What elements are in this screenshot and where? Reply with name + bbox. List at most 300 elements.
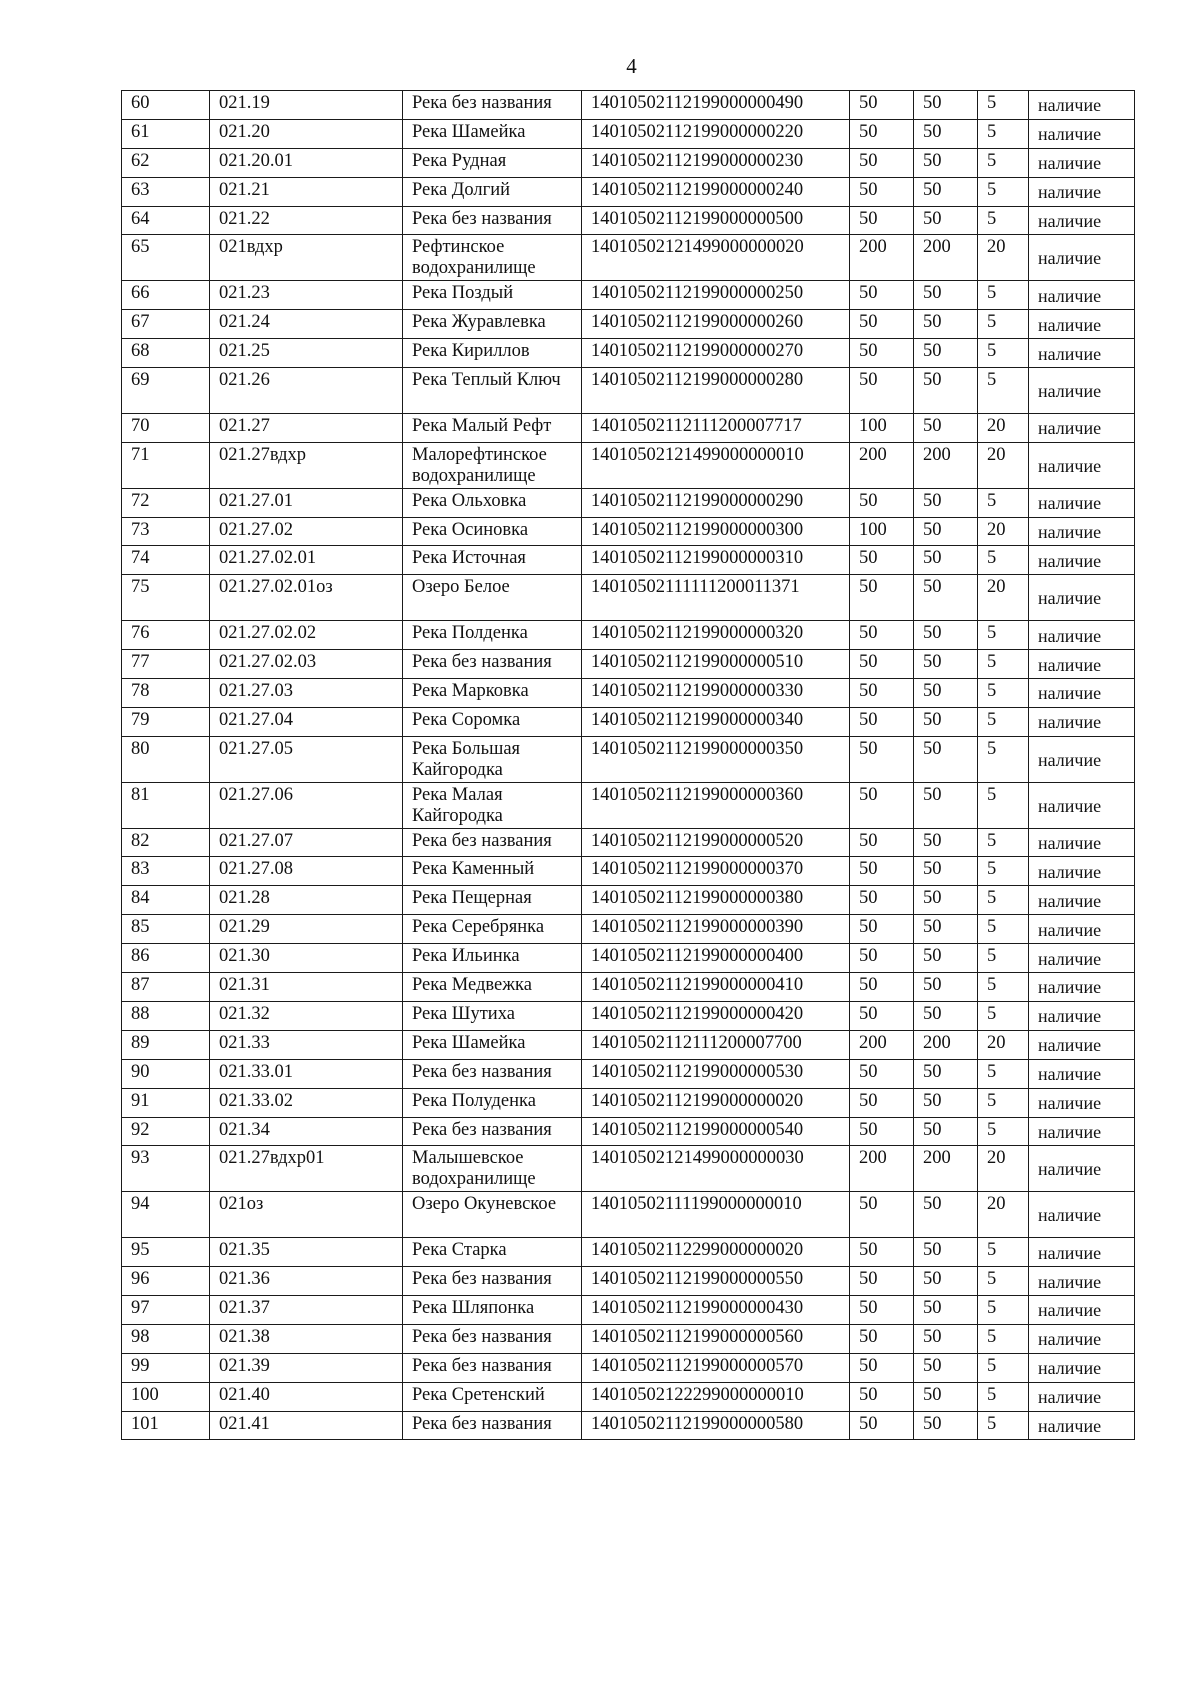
row-number-cell: 72: [122, 488, 210, 517]
name-cell: Река Источная: [403, 546, 582, 575]
strip-cell: 20: [978, 517, 1029, 546]
name-cell: Река Марковка: [403, 679, 582, 708]
status-cell: наличие: [1029, 1267, 1135, 1296]
coastal-strip-cell: 50: [914, 973, 978, 1002]
code-cell: 021.22: [210, 206, 403, 235]
table-row: [122, 1059, 1135, 1088]
coastal-strip-cell: 50: [914, 177, 978, 206]
width-cell: 50: [850, 1192, 914, 1238]
name-cell: Река Теплый Ключ: [403, 368, 582, 414]
width-cell: 50: [850, 782, 914, 828]
row-number-cell: 100: [122, 1382, 210, 1411]
strip-cell: 5: [978, 782, 1029, 828]
registry-number-cell: 14010502112199000000250: [582, 281, 850, 310]
coastal-strip-cell: 50: [914, 575, 978, 621]
table-row: [122, 886, 1135, 915]
row-number-cell: 68: [122, 339, 210, 368]
row-number-cell: 61: [122, 119, 210, 148]
width-cell: 50: [850, 736, 914, 782]
code-cell: 021.33.01: [210, 1059, 403, 1088]
coastal-strip-cell: 50: [914, 944, 978, 973]
water-bodies-table: [121, 90, 1135, 1440]
strip-cell: 5: [978, 310, 1029, 339]
registry-number-cell: 14010502112199000000240: [582, 177, 850, 206]
row-number-cell: 93: [122, 1146, 210, 1192]
row-number-cell: 89: [122, 1030, 210, 1059]
registry-number-cell: 14010502121499000000020: [582, 235, 850, 281]
table-row: [122, 1382, 1135, 1411]
code-cell: 021.27.01: [210, 488, 403, 517]
name-cell: Озеро Белое: [403, 575, 582, 621]
name-cell: Река Полденка: [403, 621, 582, 650]
registry-number-cell: 14010502112199000000300: [582, 517, 850, 546]
row-number-cell: 64: [122, 206, 210, 235]
strip-cell: 5: [978, 1353, 1029, 1382]
strip-cell: 5: [978, 488, 1029, 517]
width-cell: 50: [850, 1324, 914, 1353]
coastal-strip-cell: 50: [914, 857, 978, 886]
coastal-strip-cell: 50: [914, 281, 978, 310]
row-number-cell: 85: [122, 915, 210, 944]
strip-cell: 5: [978, 1001, 1029, 1030]
code-cell: 021.40: [210, 1382, 403, 1411]
status-cell: наличие: [1029, 828, 1135, 857]
row-number-cell: 69: [122, 368, 210, 414]
registry-number-cell: 14010502112199000000510: [582, 650, 850, 679]
name-cell: Река Медвежка: [403, 973, 582, 1002]
table-row: [122, 1324, 1135, 1353]
row-number-cell: 90: [122, 1059, 210, 1088]
width-cell: 50: [850, 1295, 914, 1324]
coastal-strip-cell: 50: [914, 650, 978, 679]
width-cell: 50: [850, 119, 914, 148]
code-cell: 021.23: [210, 281, 403, 310]
name-cell: Река Каменный: [403, 857, 582, 886]
registry-number-cell: 14010502112199000000340: [582, 707, 850, 736]
row-number-cell: 91: [122, 1088, 210, 1117]
row-number-cell: 63: [122, 177, 210, 206]
coastal-strip-cell: 50: [914, 1088, 978, 1117]
registry-number-cell: 14010502112111200007717: [582, 413, 850, 442]
code-cell: 021.38: [210, 1324, 403, 1353]
coastal-strip-cell: 50: [914, 1059, 978, 1088]
status-cell: наличие: [1029, 177, 1135, 206]
code-cell: 021вдхр: [210, 235, 403, 281]
coastal-strip-cell: 50: [914, 707, 978, 736]
registry-number-cell: 14010502112199000000500: [582, 206, 850, 235]
width-cell: 50: [850, 1382, 914, 1411]
width-cell: 50: [850, 707, 914, 736]
name-cell: Река без названия: [403, 1059, 582, 1088]
row-number-cell: 82: [122, 828, 210, 857]
code-cell: 021.28: [210, 886, 403, 915]
coastal-strip-cell: 50: [914, 488, 978, 517]
status-cell: наличие: [1029, 235, 1135, 281]
registry-number-cell: 14010502112199000000220: [582, 119, 850, 148]
row-number-cell: 75: [122, 575, 210, 621]
code-cell: 021.39: [210, 1353, 403, 1382]
row-number-cell: 101: [122, 1411, 210, 1440]
width-cell: 100: [850, 517, 914, 546]
row-number-cell: 60: [122, 91, 210, 120]
registry-number-cell: 14010502112199000000540: [582, 1117, 850, 1146]
width-cell: 50: [850, 1411, 914, 1440]
row-number-cell: 96: [122, 1267, 210, 1296]
width-cell: 50: [850, 857, 914, 886]
name-cell: Река Полуденка: [403, 1088, 582, 1117]
code-cell: 021.27: [210, 413, 403, 442]
status-cell: наличие: [1029, 413, 1135, 442]
name-cell: Река Кириллов: [403, 339, 582, 368]
width-cell: 50: [850, 1353, 914, 1382]
coastal-strip-cell: 50: [914, 91, 978, 120]
registry-number-cell: 14010502112199000000360: [582, 782, 850, 828]
row-number-cell: 97: [122, 1295, 210, 1324]
width-cell: 50: [850, 488, 914, 517]
name-cell: Река Серебрянка: [403, 915, 582, 944]
registry-number-cell: 14010502112199000000530: [582, 1059, 850, 1088]
strip-cell: 5: [978, 119, 1029, 148]
status-cell: наличие: [1029, 1146, 1135, 1192]
code-cell: 021.27вдхр01: [210, 1146, 403, 1192]
registry-number-cell: 14010502111111200011371: [582, 575, 850, 621]
coastal-strip-cell: 50: [914, 828, 978, 857]
code-cell: 021.27.02.01: [210, 546, 403, 575]
table-row: [122, 1117, 1135, 1146]
coastal-strip-cell: 50: [914, 310, 978, 339]
name-cell: Рефтинское водохранилище: [403, 235, 582, 281]
status-cell: наличие: [1029, 621, 1135, 650]
strip-cell: 5: [978, 1411, 1029, 1440]
table-row: [122, 973, 1135, 1002]
strip-cell: 5: [978, 368, 1029, 414]
status-cell: наличие: [1029, 973, 1135, 1002]
table-row: [122, 679, 1135, 708]
table-row: [122, 1295, 1135, 1324]
width-cell: 50: [850, 1238, 914, 1267]
table-row: [122, 206, 1135, 235]
strip-cell: 5: [978, 915, 1029, 944]
name-cell: Малорефтинское водохранилище: [403, 442, 582, 488]
registry-number-cell: 14010502112199000000270: [582, 339, 850, 368]
name-cell: Река Пещерная: [403, 886, 582, 915]
width-cell: 50: [850, 828, 914, 857]
code-cell: 021.27вдхр: [210, 442, 403, 488]
registry-number-cell: 14010502112199000000430: [582, 1295, 850, 1324]
coastal-strip-cell: 50: [914, 1238, 978, 1267]
registry-number-cell: 14010502112199000000410: [582, 973, 850, 1002]
name-cell: Река Поздый: [403, 281, 582, 310]
registry-number-cell: 14010502112199000000230: [582, 148, 850, 177]
strip-cell: 5: [978, 1117, 1029, 1146]
strip-cell: 5: [978, 206, 1029, 235]
name-cell: Река Долгий: [403, 177, 582, 206]
code-cell: 021.27.03: [210, 679, 403, 708]
name-cell: Река Большая Кайгородка: [403, 736, 582, 782]
table-row: [122, 1030, 1135, 1059]
registry-number-cell: 14010502121499000000010: [582, 442, 850, 488]
status-cell: наличие: [1029, 650, 1135, 679]
registry-number-cell: 14010502112199000000570: [582, 1353, 850, 1382]
table-row: [122, 736, 1135, 782]
status-cell: наличие: [1029, 1295, 1135, 1324]
table-row: [122, 707, 1135, 736]
registry-number-cell: 14010502112199000000420: [582, 1001, 850, 1030]
code-cell: 021.32: [210, 1001, 403, 1030]
status-cell: наличие: [1029, 915, 1135, 944]
width-cell: 50: [850, 679, 914, 708]
width-cell: 100: [850, 413, 914, 442]
strip-cell: 5: [978, 1088, 1029, 1117]
strip-cell: 20: [978, 235, 1029, 281]
name-cell: Река Старка: [403, 1238, 582, 1267]
coastal-strip-cell: 50: [914, 1411, 978, 1440]
table-row: [122, 915, 1135, 944]
status-cell: наличие: [1029, 91, 1135, 120]
code-cell: 021.25: [210, 339, 403, 368]
strip-cell: 5: [978, 857, 1029, 886]
status-cell: наличие: [1029, 1411, 1135, 1440]
table-row: [122, 517, 1135, 546]
width-cell: 200: [850, 235, 914, 281]
coastal-strip-cell: 50: [914, 1382, 978, 1411]
code-cell: 021.37: [210, 1295, 403, 1324]
coastal-strip-cell: 50: [914, 886, 978, 915]
code-cell: 021.34: [210, 1117, 403, 1146]
code-cell: 021.27.02: [210, 517, 403, 546]
table-row: [122, 235, 1135, 281]
width-cell: 50: [850, 368, 914, 414]
table-row: [122, 650, 1135, 679]
status-cell: наличие: [1029, 310, 1135, 339]
width-cell: 50: [850, 621, 914, 650]
code-cell: 021.20.01: [210, 148, 403, 177]
width-cell: 50: [850, 1001, 914, 1030]
coastal-strip-cell: 50: [914, 736, 978, 782]
status-cell: наличие: [1029, 857, 1135, 886]
width-cell: 50: [850, 1059, 914, 1088]
name-cell: Река Рудная: [403, 148, 582, 177]
code-cell: 021.20: [210, 119, 403, 148]
status-cell: наличие: [1029, 442, 1135, 488]
row-number-cell: 94: [122, 1192, 210, 1238]
row-number-cell: 92: [122, 1117, 210, 1146]
status-cell: наличие: [1029, 119, 1135, 148]
strip-cell: 20: [978, 575, 1029, 621]
status-cell: наличие: [1029, 886, 1135, 915]
status-cell: наличие: [1029, 782, 1135, 828]
status-cell: наличие: [1029, 517, 1135, 546]
coastal-strip-cell: 50: [914, 368, 978, 414]
coastal-strip-cell: 50: [914, 339, 978, 368]
coastal-strip-cell: 50: [914, 119, 978, 148]
strip-cell: 5: [978, 281, 1029, 310]
width-cell: 50: [850, 148, 914, 177]
width-cell: 50: [850, 575, 914, 621]
name-cell: Река Соромка: [403, 707, 582, 736]
coastal-strip-cell: 50: [914, 206, 978, 235]
width-cell: 50: [850, 546, 914, 575]
registry-number-cell: 14010502112199000000320: [582, 621, 850, 650]
width-cell: 200: [850, 442, 914, 488]
name-cell: Река без названия: [403, 1411, 582, 1440]
status-cell: наличие: [1029, 1238, 1135, 1267]
code-cell: 021.27.04: [210, 707, 403, 736]
registry-number-cell: 14010502122299000000010: [582, 1382, 850, 1411]
registry-number-cell: 14010502112199000000550: [582, 1267, 850, 1296]
code-cell: 021.27.07: [210, 828, 403, 857]
table-row: [122, 1192, 1135, 1238]
strip-cell: 5: [978, 650, 1029, 679]
registry-number-cell: 14010502112199000000290: [582, 488, 850, 517]
table-body: [122, 91, 1135, 1440]
code-cell: 021.26: [210, 368, 403, 414]
table-row: [122, 782, 1135, 828]
width-cell: 200: [850, 1030, 914, 1059]
registry-number-cell: 14010502112199000000350: [582, 736, 850, 782]
coastal-strip-cell: 50: [914, 1267, 978, 1296]
registry-number-cell: 14010502112199000000490: [582, 91, 850, 120]
table-row: [122, 91, 1135, 120]
registry-number-cell: 14010502121499000000030: [582, 1146, 850, 1192]
width-cell: 50: [850, 206, 914, 235]
strip-cell: 20: [978, 1192, 1029, 1238]
row-number-cell: 79: [122, 707, 210, 736]
registry-number-cell: 14010502112199000000280: [582, 368, 850, 414]
strip-cell: 5: [978, 736, 1029, 782]
row-number-cell: 78: [122, 679, 210, 708]
row-number-cell: 74: [122, 546, 210, 575]
registry-number-cell: 14010502112299000000020: [582, 1238, 850, 1267]
table-row: [122, 1146, 1135, 1192]
table-row: [122, 442, 1135, 488]
coastal-strip-cell: 50: [914, 679, 978, 708]
status-cell: наличие: [1029, 1088, 1135, 1117]
name-cell: Река без названия: [403, 828, 582, 857]
width-cell: 50: [850, 1117, 914, 1146]
coastal-strip-cell: 50: [914, 1353, 978, 1382]
status-cell: наличие: [1029, 1059, 1135, 1088]
registry-number-cell: 14010502112199000000020: [582, 1088, 850, 1117]
code-cell: 021.35: [210, 1238, 403, 1267]
row-number-cell: 65: [122, 235, 210, 281]
code-cell: 021.19: [210, 91, 403, 120]
strip-cell: 5: [978, 546, 1029, 575]
code-cell: 021.36: [210, 1267, 403, 1296]
code-cell: 021.27.08: [210, 857, 403, 886]
registry-number-cell: 14010502112199000000390: [582, 915, 850, 944]
code-cell: 021.30: [210, 944, 403, 973]
strip-cell: 5: [978, 973, 1029, 1002]
strip-cell: 5: [978, 1295, 1029, 1324]
registry-number-cell: 14010502112199000000560: [582, 1324, 850, 1353]
strip-cell: 5: [978, 91, 1029, 120]
status-cell: наличие: [1029, 339, 1135, 368]
coastal-strip-cell: 50: [914, 782, 978, 828]
name-cell: Река Сретенский: [403, 1382, 582, 1411]
width-cell: 50: [850, 886, 914, 915]
code-cell: 021.31: [210, 973, 403, 1002]
code-cell: 021.27.05: [210, 736, 403, 782]
name-cell: Река Ильинка: [403, 944, 582, 973]
registry-number-cell: 14010502112199000000310: [582, 546, 850, 575]
table-row: [122, 310, 1135, 339]
table-row: [122, 281, 1135, 310]
row-number-cell: 66: [122, 281, 210, 310]
table-row: [122, 1238, 1135, 1267]
registry-number-cell: 14010502111199000000010: [582, 1192, 850, 1238]
status-cell: наличие: [1029, 148, 1135, 177]
name-cell: Река Журавлевка: [403, 310, 582, 339]
name-cell: Река без названия: [403, 650, 582, 679]
coastal-strip-cell: 50: [914, 915, 978, 944]
status-cell: наличие: [1029, 1324, 1135, 1353]
row-number-cell: 62: [122, 148, 210, 177]
name-cell: Река без названия: [403, 1267, 582, 1296]
table-row: [122, 621, 1135, 650]
table-row: [122, 1353, 1135, 1382]
status-cell: наличие: [1029, 736, 1135, 782]
table-row: [122, 546, 1135, 575]
code-cell: 021.27.02.03: [210, 650, 403, 679]
page-number: 4: [626, 54, 637, 78]
name-cell: Река без названия: [403, 1324, 582, 1353]
strip-cell: 20: [978, 1146, 1029, 1192]
coastal-strip-cell: 50: [914, 413, 978, 442]
strip-cell: 20: [978, 1030, 1029, 1059]
table-row: [122, 828, 1135, 857]
width-cell: 50: [850, 91, 914, 120]
strip-cell: 5: [978, 944, 1029, 973]
registry-number-cell: 14010502112199000000520: [582, 828, 850, 857]
status-cell: наличие: [1029, 1353, 1135, 1382]
coastal-strip-cell: 200: [914, 235, 978, 281]
name-cell: Река Шамейка: [403, 119, 582, 148]
table-row: [122, 1411, 1135, 1440]
strip-cell: 5: [978, 148, 1029, 177]
registry-number-cell: 14010502112199000000370: [582, 857, 850, 886]
width-cell: 50: [850, 177, 914, 206]
name-cell: Река без названия: [403, 206, 582, 235]
coastal-strip-cell: 200: [914, 1030, 978, 1059]
status-cell: наличие: [1029, 1030, 1135, 1059]
code-cell: 021.29: [210, 915, 403, 944]
status-cell: наличие: [1029, 679, 1135, 708]
registry-number-cell: 14010502112199000000330: [582, 679, 850, 708]
table-row: [122, 1088, 1135, 1117]
strip-cell: 5: [978, 621, 1029, 650]
status-cell: наличие: [1029, 1192, 1135, 1238]
row-number-cell: 84: [122, 886, 210, 915]
status-cell: наличие: [1029, 707, 1135, 736]
coastal-strip-cell: 50: [914, 1117, 978, 1146]
name-cell: Река Осиновка: [403, 517, 582, 546]
strip-cell: 5: [978, 886, 1029, 915]
width-cell: 50: [850, 1088, 914, 1117]
width-cell: 50: [850, 339, 914, 368]
table-row: [122, 575, 1135, 621]
width-cell: 200: [850, 1146, 914, 1192]
status-cell: наличие: [1029, 1001, 1135, 1030]
coastal-strip-cell: 50: [914, 621, 978, 650]
coastal-strip-cell: 200: [914, 442, 978, 488]
strip-cell: 5: [978, 177, 1029, 206]
coastal-strip-cell: 50: [914, 1324, 978, 1353]
table-row: [122, 339, 1135, 368]
row-number-cell: 98: [122, 1324, 210, 1353]
coastal-strip-cell: 50: [914, 517, 978, 546]
row-number-cell: 77: [122, 650, 210, 679]
